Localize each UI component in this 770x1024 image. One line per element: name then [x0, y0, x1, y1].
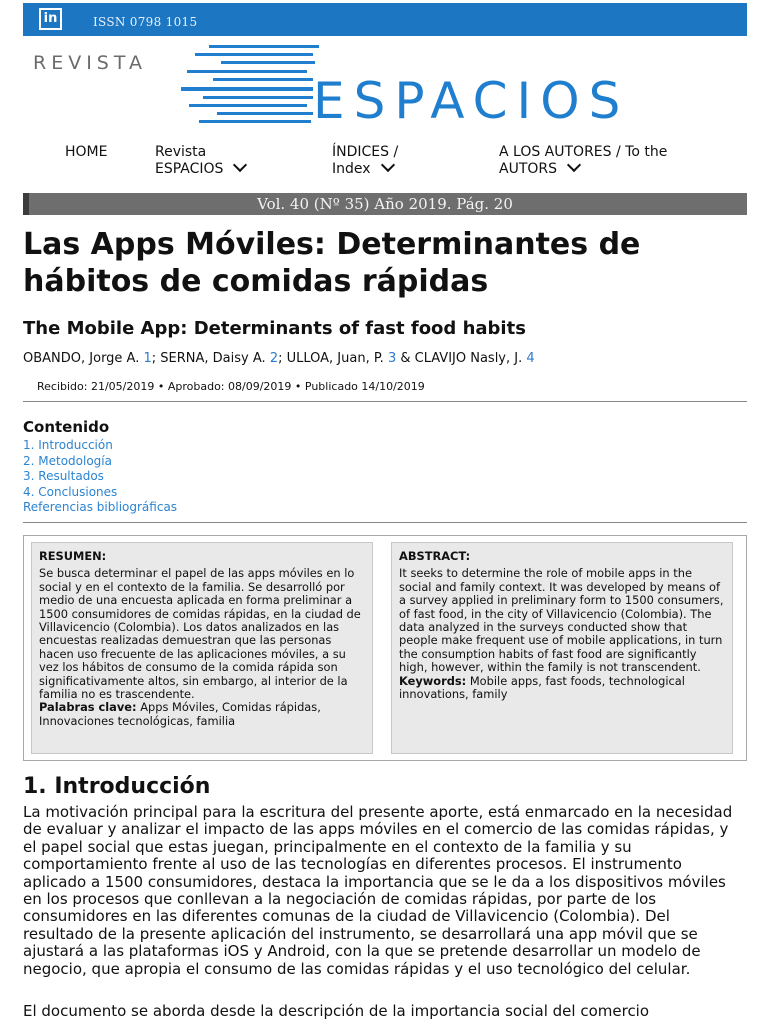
table-of-contents — [23, 418, 177, 516]
intro-paragraph: El documento se aborda desde la descripción de la importancia social del comercio — [23, 1002, 650, 1020]
resumen-body: Se busca determinar el papel de las apps móviles en lo social y en el contexto de la familia. Se desarrolló por medio de una encuesta aplicada en forma preliminar a 1500 consumidores de comidas rápidas, en la ciudad de Villavicencio (Colombia). Los datos analizados en las encuestas realizadas demuestran que las personas hacen uso frecuente de las aplicaciones móviles, a su vez los hábitos de consumo de la comida rápida son significativamente altos, sin embargo, al interior de la familia no es trascendente. — [39, 566, 361, 702]
affiliation-link[interactable]: 1 — [143, 351, 152, 366]
logo-espacios-text: ESPACIOS — [313, 72, 630, 130]
authors-line — [23, 351, 535, 366]
volume-bar — [23, 193, 747, 215]
chevron-down-icon[interactable] — [380, 158, 394, 172]
abstract-box — [23, 535, 747, 761]
section-heading-introduccion: 1. Introducción — [23, 774, 211, 799]
nav-revista-label-1: Revista — [155, 144, 207, 160]
author-name: OBANDO, Jorge A. — [23, 351, 140, 366]
chevron-down-icon[interactable] — [233, 158, 247, 172]
logo-revista-text: REVISTA — [33, 52, 147, 74]
nav-home[interactable] — [65, 144, 107, 161]
nav-indices-label-2: Index — [332, 161, 371, 177]
revista-espacios-logo[interactable] — [23, 40, 747, 140]
nav-indices-label-1: ÍNDICES / — [332, 144, 399, 160]
abstract-panel — [391, 542, 733, 754]
nav-autores[interactable] — [499, 144, 667, 178]
nav-revista-label-2: ESPACIOS — [155, 161, 224, 177]
abstract-heading: ABSTRACT: — [399, 549, 471, 563]
affiliation-link[interactable]: 3 — [387, 351, 397, 366]
main-nav — [23, 144, 747, 190]
resumen-heading: RESUMEN: — [39, 549, 107, 563]
nav-autores-label-1: A LOS AUTORES / To the — [499, 144, 668, 160]
resumen-keywords: Apps Móviles, Comidas rápidas, Innovaciones tecnológicas, familia — [39, 700, 321, 728]
divider — [23, 522, 747, 523]
abstract-keywords: Mobile apps, fast foods, technological innovations, family — [399, 673, 685, 702]
top-bar — [23, 3, 747, 36]
logo-stripes-graphic — [173, 40, 323, 140]
article-title: Las Apps Móviles: Determinantes de hábitos de comidas rápidas — [23, 227, 641, 299]
nav-home-label: HOME — [65, 144, 108, 160]
contents-heading: Contenido — [23, 418, 110, 436]
toc-link-resultados[interactable]: 3. Resultados — [23, 469, 104, 483]
author-name: ; ULLOA, Juan, P. — [278, 351, 384, 366]
toc-link-conclusiones[interactable]: 4. Conclusiones — [23, 484, 118, 499]
abstract-body: It seeks to determine the role of mobile apps in the social and family context. It was developed by means of a survey applied in preliminary form to 1500 consumers, of fast food, in the city of Villavicencio (Colombia). The data analyzed in the surveys conducted show that people make frequent use of mobile applications, in turn the consumption habits of fast food are significantly high, however, within the family is not transcendent. — [399, 566, 724, 675]
intro-paragraph: La motivación principal para la escritura del presente aporte, está enmarcado en la necesidad de evaluar y analizar el impacto de las apps móviles en el comercio de las comidas rápidas, y el papel social que estas juegan, principalmente en el contexto de la familia y su comportamiento frente al uso de las tecnologías en diferentes procesos. El instrumento aplicado a 1500 consumidores, destaca la importancia que se le da a los dispositivos móviles en los procesos que conllevan a la negociación de comidas rápidas, por parte de los consumidores en las diferentes comunas de la ciudad de Villavicencio (Colombia). Del resultado de la presente aplicación del instrumento, se desarrollará una app móvil que se ajustará a las plataformas iOS y Android, con la que se pretende desarrollar un modelo de negocio, que apropia el consumo de las comidas rápidas y el uso tecnológico del celular. — [23, 803, 733, 978]
divider — [23, 401, 747, 402]
nav-autores-label-2: AUTORS — [499, 161, 558, 177]
author-name: & CLAVIJO Nasly, J. — [396, 351, 523, 366]
volume-text: Vol. 40 (Nº 35) Año 2019. Pág. 20 — [257, 195, 513, 213]
publication-dates: Recibido: 21/05/2019 • Aprobado: 08/09/2019 • Publicado 14/10/2019 — [37, 380, 425, 393]
abstract-keywords-label: Keywords: — [399, 673, 467, 688]
issn-text: ISSN 0798 1015 — [93, 15, 198, 29]
toc-link-referencias[interactable]: Referencias bibliográficas — [23, 500, 178, 514]
resumen-panel — [31, 542, 373, 754]
toc-link-introduccion[interactable]: 1. Introducción — [23, 438, 113, 452]
nav-indices[interactable] — [332, 144, 398, 178]
resumen-keywords-label: Palabras clave: — [39, 700, 137, 715]
article-subtitle: The Mobile App: Determinants of fast food habits — [23, 318, 526, 339]
linkedin-icon[interactable]: in — [39, 8, 62, 30]
affiliation-link[interactable]: 2 — [269, 351, 279, 366]
nav-revista-espacios[interactable] — [155, 144, 245, 178]
volume-bar-shade — [23, 193, 29, 215]
affiliation-link[interactable]: 4 — [526, 351, 535, 366]
toc-link-metodologia[interactable]: 2. Metodología — [23, 453, 112, 468]
chevron-down-icon[interactable] — [567, 158, 581, 172]
author-name: ; SERNA, Daisy A. — [151, 351, 266, 366]
